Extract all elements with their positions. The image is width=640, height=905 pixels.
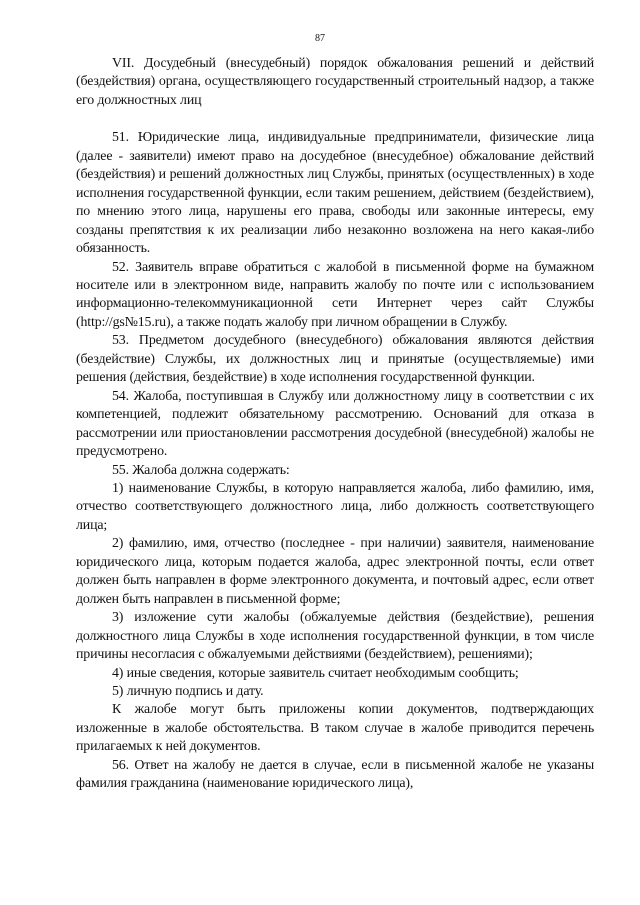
document-body [76,55,594,794]
paragraph-54: 54. Жалоба, поступившая в Службу или должностному лицу в соответствии с их компетенцией, подлежит обязательному рассмотрению. Оснований для отказа в рассмотрении или приостановлении рассмотрения досудебной (внесудебной) жалобы не предусмотрено. [76,388,594,460]
paragraph-53: 53. Предметом досудебного (внесудебного) обжалования являются действия (бездействие) Службы, их должностных лиц и принятые (осуществляемые) ими решения (действия, бездействие) в ходе исполнения государственной функции. [76,333,594,386]
list-item-2: 2) фамилию, имя, отчество (последнее - при наличии) заявителя, наименование юридического лица, которым подается жалоба, адрес электронной почты, если ответ должен быть направлен в форме электронного документа, и почтовый адрес, если ответ должен быть направлен в письменной форме; [76,536,594,607]
paragraph-52: 52. Заявитель вправе обратиться с жалобой в письменной форме на бумажном носителе или в электронном виде, направить жалобу по почте или с использованием информационно-телекоммуникационной сети Интернет через сайт Службы (http://gs№15.ru), а также подать жалобу при личном обращении в Службу. [76,259,594,330]
list-item-5: 5) личную подпись и дату. [112,683,264,699]
paragraph-56: 56. Ответ на жалобу не дается в случае, если в письменной жалобе не указаны фамилия гражданина (наименование юридического лица), [76,757,594,792]
list-item-4: 4) иные сведения, которые заявитель считает необходимым сообщить; [112,665,519,681]
paragraph-55: 55. Жалоба должна содержать: [112,462,290,478]
section-heading: VII. Досудебный (внесудебный) порядок обжалования решений и действий (бездействия) органа, осуществляющего государственный строительный надзор, а также его должностных лиц [76,56,594,108]
attachments-paragraph: К жалобе могут быть приложены копии документов, подтверждающих изложенные в жалобе обстоятельства. В таком случае в жалобе приводится перечень прилагаемых к ней документов. [76,702,594,755]
heading-spacer [76,110,594,129]
page-number: 87 [315,33,325,44]
list-item-3: 3) изложение сути жалобы (обжалуемые действия (бездействие), решения должностного лица Службы в ходе исполнения государственной функции, в том числе причины несогласия с обжалуемыми действиями (бездействием), решениями); [76,610,594,663]
paragraph-51: 51. Юридические лица, индивидуальные предприниматели, физические лица (далее - заявители) имеют право на досудебное (внесудебное) обжалование действий (бездействия) и решений должностных лиц Службы, принятых (осуществленных) в ходе исполнения государственной функции, если таким решением, действием (бездействием), по мнению этого лица, нарушены его права, свободы или законные интересы, ему созданы препятствия к их реализации либо незаконно возложена на него какая-либо обязанность. [76,130,594,257]
list-item-1: 1) наименование Службы, в которую направляется жалоба, либо фамилию, имя, отчество соответствующего должностного лица, либо должность соответствующего лица; [76,480,594,533]
